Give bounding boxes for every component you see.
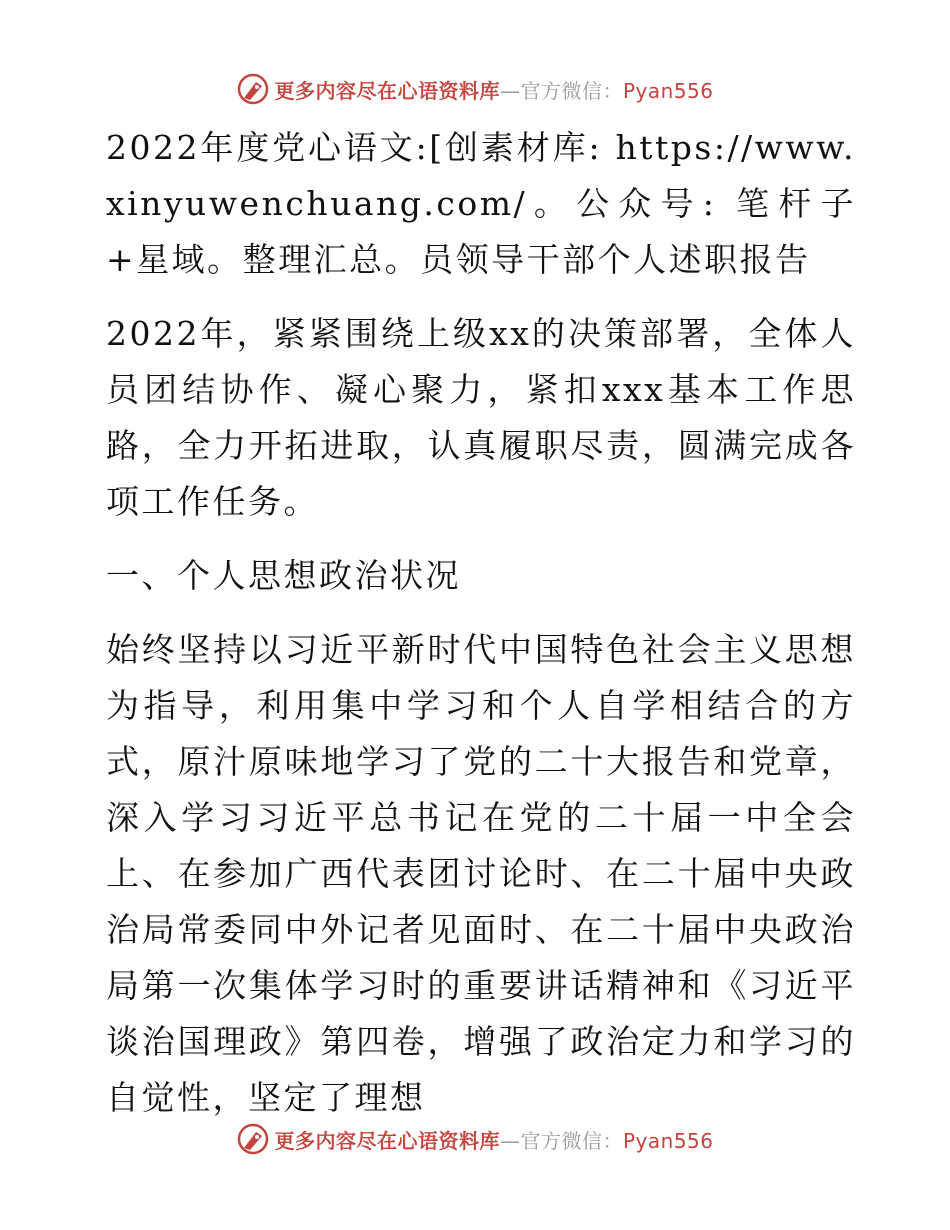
- watermark-sub-text: 官方微信：: [520, 1128, 623, 1153]
- header-watermark: [0, 72, 950, 106]
- section-heading: 一、个人思想政治状况: [106, 556, 461, 595]
- intro-paragraph: 2022年，紧紧围绕上级xx的决策部署，全体人员团结协作、凝心聚力，紧扣xxx基本工作思路，全力开拓进取，认真履职尽责，圆满完成各项工作任务。: [106, 314, 856, 521]
- pen-nib-logo-icon: [236, 1122, 270, 1156]
- footer-watermark: [0, 1122, 950, 1156]
- watermark-wechat-id: Pyan556: [622, 1128, 714, 1153]
- watermark-dash: —: [499, 1128, 521, 1153]
- watermark-main-text: 更多内容尽在心语资料库: [274, 78, 500, 103]
- document-body: [96, 120, 856, 1126]
- section-body-paragraph: 始终坚持以习近平新时代中国特色社会主义思想为指导，利用集中学习和个人自学相结合的方式，原汁原味地学习了党的二十大报告和党章，深入学习习近平总书记在党的二十届一中全会上、在参加广西代表团讨论时、在二十届中央政治局常委同中外记者见面时、在二十届中央政治局第一次集体学习时的重要讲话精神和《习近平谈治国理政》第四卷，增强了政治定力和学习的自觉性，坚定了理想: [106, 630, 856, 1117]
- pen-nib-logo-icon: [236, 72, 270, 106]
- document-title: 2022年度党心语文:[创素材库: https://www.xinyuwenchuang.com/。公众号: 笔杆子+星域。整理汇总。员领导干部个人述职报告: [106, 128, 856, 279]
- watermark-dash: —: [499, 78, 521, 103]
- watermark-main-text: 更多内容尽在心语资料库: [274, 1128, 500, 1153]
- watermark-sub-text: 官方微信：: [520, 78, 623, 103]
- watermark-wechat-id: Pyan556: [622, 78, 714, 103]
